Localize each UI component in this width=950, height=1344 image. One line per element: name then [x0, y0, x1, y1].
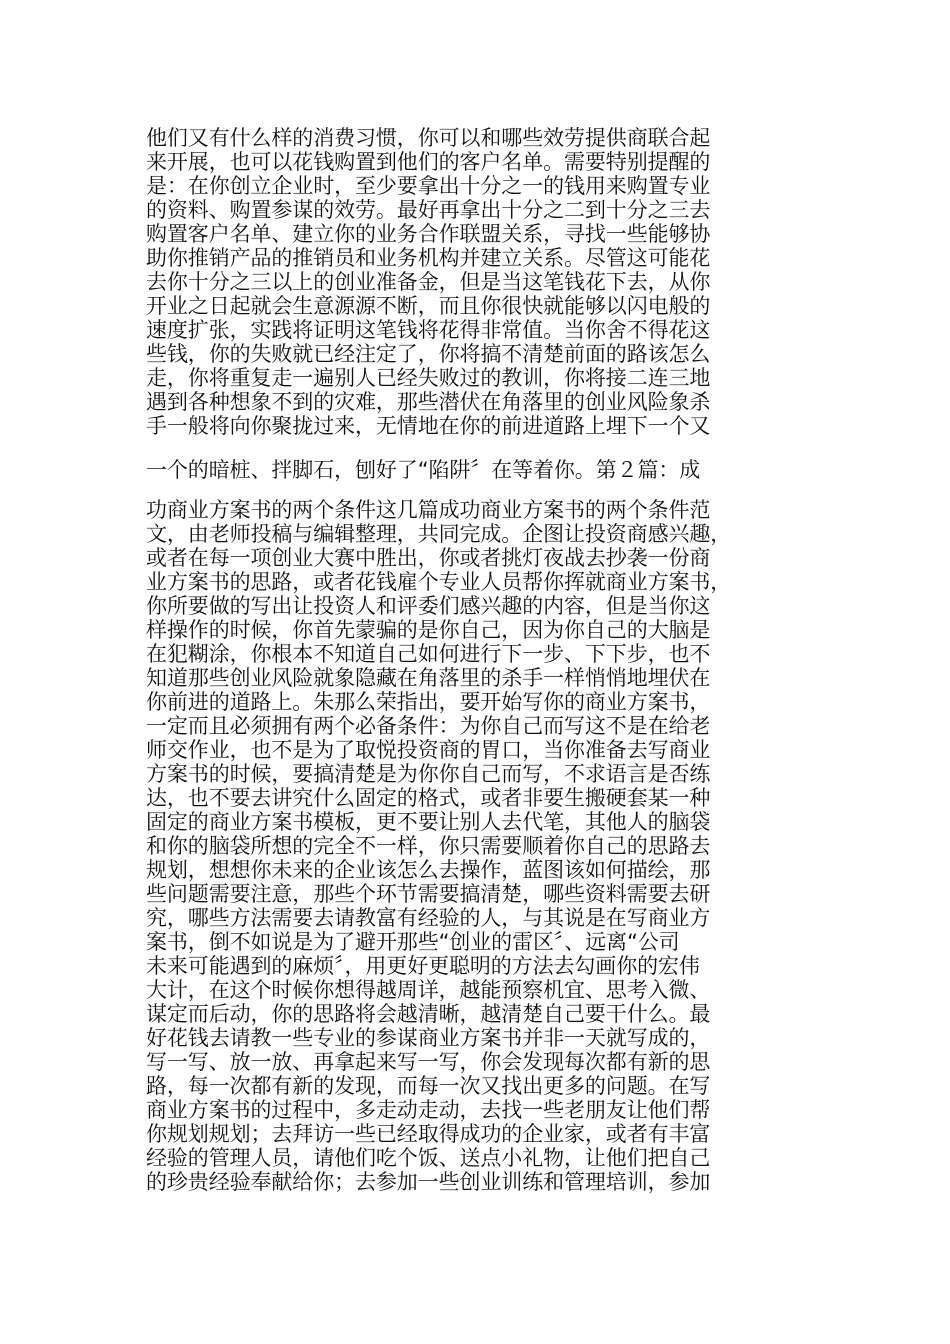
text-line: 案书，倒不如说是为了避开那些“创业的雷区〞、远离“公司 — [146, 930, 680, 954]
text-line: 他们又有什么样的消费习惯，你可以和哪些效劳提供商联合起 — [146, 126, 711, 150]
text-line: 好花钱去请教一些专业的参谋商业方案书并非一天就写成的， — [146, 1026, 711, 1050]
text-line: 些问题需要注意，那些个环节需要搞清楚，哪些资料需要去研 — [146, 882, 711, 906]
text-line: 固定的商业方案书模板，更不要让别人去代笔，其他人的脑袋 — [146, 810, 711, 834]
text-line: 谋定而后动，你的思路将会越清晰，越清楚自己要干什么。最 — [146, 1002, 711, 1026]
text-line: 方案书的时候，要搞清楚是为你你自己而写，不求语言是否练 — [146, 762, 711, 786]
text-line: 在犯糊涂，你根本不知道自己如何进行下一步、下下步，也不 — [146, 642, 711, 666]
text-line: 些钱，你的失败就已经注定了，你将搞不清楚前面的路该怎么 — [146, 342, 711, 366]
text-line: 路，每一次都有新的发现，而每一次又找出更多的问题。在写 — [146, 1074, 711, 1098]
text-line: 究，哪些方法需要去请教富有经验的人，与其说是在写商业方 — [146, 906, 711, 930]
text-line: 样操作的时候，你首先蒙骗的是你自己，因为你自己的大脑是 — [146, 618, 711, 642]
text-line: 知道那些创业风险就象隐藏在角落里的杀手一样悄悄地埋伏在 — [146, 666, 711, 690]
text-line: 一定而且必须拥有两个必备条件：为你自己而写这不是在给老 — [146, 714, 711, 738]
text-line: 速度扩张，实践将证明这笔钱将花得非常值。当你舍不得花这 — [146, 318, 711, 342]
text-line: 或者在每一项创业大赛中胜出，你或者挑灯夜战去抄袭一份商 — [146, 546, 711, 570]
text-line: 未来可能遇到的麻烦〞，用更好更聪明的方法去勾画你的宏伟 — [146, 954, 700, 978]
text-line: 文，由老师投稿与编辑整理，共同完成。企图让投资商感兴趣， — [146, 522, 732, 546]
text-line: 经验的管理人员，请他们吃个饭、送点小礼物，让他们把自己 — [146, 1146, 711, 1170]
text-line: 来开展，也可以花钱购置到他们的客户名单。需要特别提醒的 — [146, 150, 711, 174]
text-line: 你所要做的写出让投资人和评委们感兴趣的内容，但是当你这 — [146, 594, 711, 618]
text-line: 走，你将重复走一遍别人已经失败过的教训，你将接二连三地 — [146, 366, 711, 390]
text-line: 一个的暗桩、拌脚石，刨好了“陷阱〞在等着你。第２篇：成 — [146, 458, 701, 482]
text-line: 写一写、放一放、再拿起来写一写，你会发现每次都有新的思 — [146, 1050, 711, 1074]
text-line: 商业方案书的过程中，多走动走动，去找一些老朋友让他们帮 — [146, 1098, 711, 1122]
text-line: 功商业方案书的两个条件这几篇成功商业方案书的两个条件范 — [146, 498, 711, 522]
text-line: 达，也不要去讲究什么固定的格式，或者非要生搬硬套某一种 — [146, 786, 711, 810]
text-line: 去你十分之三以上的创业准备金，但是当这笔钱花下去，从你 — [146, 270, 711, 294]
text-line: 师交作业，也不是为了取悦投资商的胃口，当你准备去写商业 — [146, 738, 711, 762]
text-line: 的珍贵经验奉献给你；去参加一些创业训练和管理培训，参加 — [146, 1170, 711, 1194]
text-line: 遇到各种想象不到的灾难，那些潜伏在角落里的创业风险象杀 — [146, 390, 711, 414]
text-line: 你规划规划；去拜访一些已经取得成功的企业家，或者有丰富 — [146, 1122, 711, 1146]
text-line: 规划，想想你未来的企业该怎么去操作，蓝图该如何描绘，那 — [146, 858, 711, 882]
text-line: 是：在你创立企业时，至少要拿出十分之一的钱用来购置专业 — [146, 174, 711, 198]
text-line: 业方案书的思路，或者花钱雇个专业人员帮你挥就商业方案书， — [146, 570, 732, 594]
text-line: 开业之日起就会生意源源不断，而且你很快就能够以闪电般的 — [146, 294, 711, 318]
text-line: 购置客户名单、建立你的业务合作联盟关系，寻找一些能够协 — [146, 222, 711, 246]
text-line: 大计，在这个时候你想得越周详，越能预察机宜、思考入微、 — [146, 978, 711, 1002]
text-line: 助你推销产品的推销员和业务机构并建立关系。尽管这可能花 — [146, 246, 711, 270]
text-line: 手一般将向你聚拢过来，无情地在你的前进道路上埋下一个又 — [146, 414, 711, 438]
text-line: 你前进的道路上。朱那么荣指出，要开始写你的商业方案书， — [146, 690, 711, 714]
text-line: 的资料、购置参谋的效劳。最好再拿出十分之二到十分之三去 — [146, 198, 711, 222]
text-line: 和你的脑袋所想的完全不一样，你只需要顺着你自己的思路去 — [146, 834, 711, 858]
